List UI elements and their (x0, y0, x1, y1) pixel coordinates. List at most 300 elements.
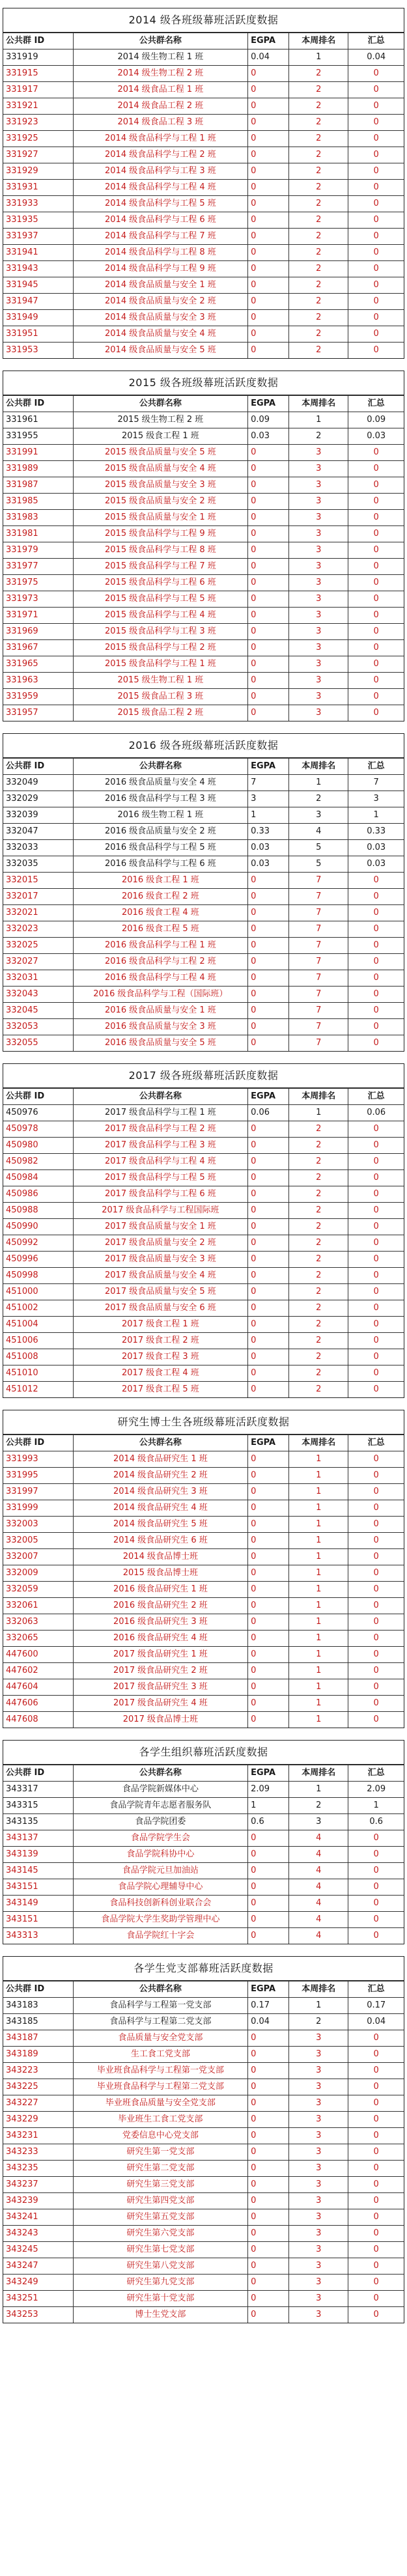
cell-total: 0 (348, 689, 404, 705)
cell-rank: 7 (289, 873, 348, 889)
header-rank: 本周排名 (289, 396, 348, 412)
cell-rank: 3 (289, 2226, 348, 2242)
table-row (3, 1451, 404, 1468)
cell-rank: 1 (289, 1517, 348, 1533)
header-id: 公共群 ID (3, 1981, 73, 1998)
cell-total: 0 (348, 1019, 404, 1035)
table-row (3, 856, 404, 873)
cell-egpa: 0.33 (248, 824, 289, 840)
header-egpa: EGPA (248, 1435, 289, 1451)
cell-name: 毕业班食品科学与工程第二党支部 (73, 2079, 247, 2095)
cell-name: 2016 级食品研究生 1 班 (73, 1582, 247, 1598)
cell-egpa: 0 (248, 477, 289, 494)
cell-rank: 4 (289, 1928, 348, 1944)
cell-rank: 3 (289, 2095, 348, 2112)
cell-total: 0 (348, 1912, 404, 1928)
header-name: 公共群名称 (73, 759, 247, 775)
cell-rank: 3 (289, 2144, 348, 2161)
cell-name: 2017 级食品质量与安全 3 班 (73, 1252, 247, 1268)
table-header-row (3, 1981, 404, 1998)
cell-id: 332049 (3, 775, 73, 791)
table-row (3, 98, 404, 115)
cell-id: 343249 (3, 2275, 73, 2291)
header-egpa: EGPA (248, 759, 289, 775)
cell-egpa: 0 (248, 1154, 289, 1170)
cell-id: 331943 (3, 261, 73, 277)
cell-egpa: 0.03 (248, 856, 289, 873)
table-row (3, 1500, 404, 1517)
cell-egpa: 1 (248, 1798, 289, 1814)
cell-total: 0 (348, 1235, 404, 1252)
cell-rank: 4 (289, 1896, 348, 1912)
cell-rank: 3 (289, 689, 348, 705)
header-id: 公共群 ID (3, 33, 73, 49)
cell-total: 0 (348, 1631, 404, 1647)
cell-total: 0 (348, 905, 404, 921)
cell-total: 0 (348, 180, 404, 196)
cell-name: 2014 级食品质量与安全 5 班 (73, 343, 247, 359)
cell-id: 343235 (3, 2161, 73, 2177)
table-row (3, 229, 404, 245)
cell-name: 2017 级食品质量与安全 1 班 (73, 1219, 247, 1235)
cell-rank: 3 (289, 2047, 348, 2063)
cell-rank: 3 (289, 1814, 348, 1830)
table-header-row (3, 1765, 404, 1782)
cell-rank: 3 (289, 2112, 348, 2128)
cell-id: 343233 (3, 2144, 73, 2161)
cell-name: 食品学院团委 (73, 1814, 247, 1830)
cell-id: 331931 (3, 180, 73, 196)
cell-egpa: 0 (248, 1565, 289, 1582)
cell-rank: 2 (289, 1235, 348, 1252)
cell-id: 331955 (3, 428, 73, 445)
cell-id: 451006 (3, 1333, 73, 1349)
cell-name: 2016 级食品科学与工程 5 班 (73, 840, 247, 856)
cell-egpa: 0 (248, 526, 289, 542)
cell-total: 0 (348, 2226, 404, 2242)
cell-egpa: 0 (248, 640, 289, 656)
cell-name: 食品学院青年志愿者服务队 (73, 1798, 247, 1814)
cell-id: 343151 (3, 1879, 73, 1896)
cell-rank: 1 (289, 1549, 348, 1565)
cell-name: 2017 级食工程 4 班 (73, 1365, 247, 1382)
cell-total: 0 (348, 2030, 404, 2047)
cell-egpa: 0.09 (248, 412, 289, 428)
cell-name: 研究生第四党支部 (73, 2193, 247, 2209)
table-row (3, 2144, 404, 2161)
cell-id: 331945 (3, 277, 73, 294)
table-row (3, 2291, 404, 2307)
cell-rank: 2 (289, 1138, 348, 1154)
cell-id: 331935 (3, 212, 73, 229)
cell-id: 343223 (3, 2063, 73, 2079)
cell-egpa: 0 (248, 2291, 289, 2307)
cell-total: 0 (348, 987, 404, 1003)
cell-total: 0 (348, 1863, 404, 1879)
cell-total: 0 (348, 1252, 404, 1268)
cell-total: 0 (348, 591, 404, 608)
table-row (3, 1019, 404, 1035)
cell-rank: 3 (289, 526, 348, 542)
cell-egpa: 0 (248, 1333, 289, 1349)
cell-rank: 4 (289, 1879, 348, 1896)
cell-id: 331961 (3, 412, 73, 428)
cell-egpa: 0 (248, 2128, 289, 2144)
cell-egpa: 0 (248, 1631, 289, 1647)
cell-rank: 2 (289, 1300, 348, 1317)
cell-name: 2015 级食品科学与工程 8 班 (73, 542, 247, 559)
cell-total: 0.04 (348, 2014, 404, 2030)
cell-rank: 1 (289, 1782, 348, 1798)
cell-name: 2015 级食品科学与工程 4 班 (73, 608, 247, 624)
cell-id: 331949 (3, 310, 73, 326)
cell-name: 2017 级食品质量与安全 4 班 (73, 1268, 247, 1284)
header-id: 公共群 ID (3, 759, 73, 775)
cell-rank: 1 (289, 1565, 348, 1582)
cell-egpa: 0.04 (248, 2014, 289, 2030)
cell-rank: 7 (289, 1019, 348, 1035)
cell-name: 2017 级食品科学与工程 1 班 (73, 1105, 247, 1121)
cell-rank: 2 (289, 277, 348, 294)
cell-name: 2017 级食品科学与工程 5 班 (73, 1170, 247, 1186)
cell-id: 332023 (3, 921, 73, 938)
table-row (3, 1798, 404, 1814)
cell-egpa: 0 (248, 1863, 289, 1879)
cell-total: 0 (348, 2291, 404, 2307)
cell-id: 331919 (3, 49, 73, 66)
cell-id: 332025 (3, 938, 73, 954)
cell-id: 332035 (3, 856, 73, 873)
cell-name: 研究生第八党支部 (73, 2258, 247, 2275)
cell-egpa: 0 (248, 245, 289, 261)
cell-rank: 3 (289, 2030, 348, 2047)
cell-rank: 3 (289, 2128, 348, 2144)
cell-total: 0 (348, 1712, 404, 1728)
cell-id: 331953 (3, 343, 73, 359)
cell-id: 331941 (3, 245, 73, 261)
cell-total: 0 (348, 705, 404, 721)
cell-egpa: 0 (248, 905, 289, 921)
cell-egpa: 0 (248, 1500, 289, 1517)
cell-name: 2017 级食工程 1 班 (73, 1317, 247, 1333)
cell-total: 0 (348, 1333, 404, 1349)
cell-rank: 1 (289, 1533, 348, 1549)
cell-id: 332039 (3, 807, 73, 824)
cell-name: 2016 级食品质量与安全 2 班 (73, 824, 247, 840)
cell-rank: 7 (289, 1035, 348, 1052)
cell-name: 2016 级食品研究生 3 班 (73, 1614, 247, 1631)
cell-total: 1 (348, 807, 404, 824)
cell-total: 0.06 (348, 1105, 404, 1121)
cell-name: 2015 级生物工程 1 班 (73, 673, 247, 689)
cell-egpa: 0 (248, 954, 289, 970)
cell-rank: 2 (289, 212, 348, 229)
cell-name: 2015 级食品科学与工程 9 班 (73, 526, 247, 542)
cell-id: 343151 (3, 1912, 73, 1928)
table-row (3, 1912, 404, 1928)
table-row (3, 1830, 404, 1847)
table-row (3, 624, 404, 640)
cell-total: 0 (348, 1679, 404, 1696)
cell-id: 331977 (3, 559, 73, 575)
cell-total: 0 (348, 921, 404, 938)
cell-id: 331971 (3, 608, 73, 624)
table-row (3, 970, 404, 987)
cell-id: 332059 (3, 1582, 73, 1598)
cell-total: 0 (348, 2079, 404, 2095)
header-total: 汇总 (348, 1089, 404, 1105)
cell-egpa: 0 (248, 1252, 289, 1268)
table-row (3, 1365, 404, 1382)
cell-total: 2.09 (348, 1782, 404, 1798)
cell-total: 0 (348, 673, 404, 689)
header-rank: 本周排名 (289, 33, 348, 49)
cell-name: 研究生第二党支部 (73, 2161, 247, 2177)
cell-name: 2015 级食品博士班 (73, 1565, 247, 1582)
table-row (3, 1235, 404, 1252)
cell-egpa: 3 (248, 791, 289, 807)
table-row (3, 412, 404, 428)
cell-id: 343139 (3, 1847, 73, 1863)
cell-name: 2016 级食品科学与工程 6 班 (73, 856, 247, 873)
cell-name: 食品学院元旦加油站 (73, 1863, 247, 1879)
cell-egpa: 0 (248, 1663, 289, 1679)
cell-egpa: 0 (248, 1830, 289, 1847)
cell-id: 331973 (3, 591, 73, 608)
table-row (3, 2095, 404, 2112)
cell-rank: 7 (289, 1003, 348, 1019)
section-title: 2017 级各班级幕班活跃度数据 (3, 1064, 404, 1088)
cell-rank: 2 (289, 147, 348, 163)
cell-id: 332005 (3, 1533, 73, 1549)
cell-total: 0 (348, 2177, 404, 2193)
cell-name: 2015 级食品科学与工程 6 班 (73, 575, 247, 591)
cell-name: 党委信息中心党支部 (73, 2128, 247, 2144)
cell-egpa: 0 (248, 1186, 289, 1203)
cell-name: 2014 级生物工程 1 班 (73, 49, 247, 66)
cell-total: 0 (348, 326, 404, 343)
cell-total: 0 (348, 2161, 404, 2177)
cell-name: 2016 级食品质量与安全 5 班 (73, 1035, 247, 1052)
cell-name: 食品质量与安全党支部 (73, 2030, 247, 2047)
cell-egpa: 0 (248, 277, 289, 294)
cell-egpa: 0 (248, 1235, 289, 1252)
cell-egpa: 0 (248, 343, 289, 359)
cell-id: 331985 (3, 494, 73, 510)
cell-total: 0 (348, 294, 404, 310)
cell-name: 2017 级食品科学与工程 4 班 (73, 1154, 247, 1170)
table-row (3, 66, 404, 82)
cell-rank: 5 (289, 856, 348, 873)
cell-id: 332065 (3, 1631, 73, 1647)
data-section (3, 1410, 404, 1728)
cell-egpa: 0 (248, 1451, 289, 1468)
cell-id: 343313 (3, 1928, 73, 1944)
cell-rank: 2 (289, 1382, 348, 1398)
cell-rank: 7 (289, 889, 348, 905)
cell-total: 0 (348, 196, 404, 212)
table-row (3, 245, 404, 261)
header-id: 公共群 ID (3, 1089, 73, 1105)
table-row (3, 2079, 404, 2095)
section-title: 2016 级各班级幕班活跃度数据 (3, 734, 404, 758)
section-title: 2015 级各班级幕班活跃度数据 (3, 371, 404, 395)
cell-egpa: 0 (248, 196, 289, 212)
cell-total: 0 (348, 1614, 404, 1631)
table-row (3, 2063, 404, 2079)
cell-id: 331967 (3, 640, 73, 656)
cell-name: 2014 级食品质量与安全 4 班 (73, 326, 247, 343)
activity-table (3, 33, 404, 358)
cell-name: 2014 级食品研究生 3 班 (73, 1484, 247, 1500)
cell-total: 0 (348, 624, 404, 640)
cell-total: 0 (348, 510, 404, 526)
cell-id: 343145 (3, 1863, 73, 1879)
header-id: 公共群 ID (3, 1765, 73, 1782)
cell-name: 2015 级食品质量与安全 5 班 (73, 445, 247, 461)
cell-name: 2016 级食品质量与安全 4 班 (73, 775, 247, 791)
section-title: 研究生博士生各班级幕班活跃度数据 (3, 1410, 404, 1435)
table-row (3, 2128, 404, 2144)
table-header-row (3, 759, 404, 775)
cell-name: 食品科学与工程第二党支部 (73, 2014, 247, 2030)
table-row (3, 1252, 404, 1268)
cell-total: 0 (348, 445, 404, 461)
cell-egpa: 0 (248, 2144, 289, 2161)
cell-egpa: 0 (248, 673, 289, 689)
table-row (3, 461, 404, 477)
cell-id: 450996 (3, 1252, 73, 1268)
cell-total: 0 (348, 889, 404, 905)
cell-id: 343245 (3, 2242, 73, 2258)
cell-name: 2014 级食品科学与工程 2 班 (73, 147, 247, 163)
cell-total: 0 (348, 1035, 404, 1052)
table-row (3, 2047, 404, 2063)
cell-rank: 2 (289, 1284, 348, 1300)
cell-total: 0 (348, 1847, 404, 1863)
cell-name: 2014 级食品质量与安全 1 班 (73, 277, 247, 294)
cell-rank: 3 (289, 510, 348, 526)
cell-name: 2014 级食品质量与安全 2 班 (73, 294, 247, 310)
cell-id: 343317 (3, 1782, 73, 1798)
cell-name: 2015 级食品工程 2 班 (73, 705, 247, 721)
cell-id: 332031 (3, 970, 73, 987)
cell-id: 450980 (3, 1138, 73, 1154)
cell-egpa: 0 (248, 1517, 289, 1533)
cell-egpa: 0 (248, 1284, 289, 1300)
cell-name: 2016 级食工程 5 班 (73, 921, 247, 938)
cell-egpa: 0 (248, 889, 289, 905)
cell-egpa: 0 (248, 1035, 289, 1052)
cell-rank: 1 (289, 1105, 348, 1121)
cell-total: 0.04 (348, 49, 404, 66)
cell-egpa: 0 (248, 2177, 289, 2193)
cell-rank: 1 (289, 1998, 348, 2014)
header-egpa: EGPA (248, 396, 289, 412)
cell-egpa: 0 (248, 656, 289, 673)
table-row (3, 1219, 404, 1235)
cell-name: 博士生党支部 (73, 2307, 247, 2323)
cell-id: 331993 (3, 1451, 73, 1468)
cell-id: 450988 (3, 1203, 73, 1219)
cell-total: 0 (348, 1533, 404, 1549)
table-row (3, 575, 404, 591)
cell-egpa: 0 (248, 2209, 289, 2226)
cell-id: 332061 (3, 1598, 73, 1614)
table-row (3, 1614, 404, 1631)
table-row (3, 2014, 404, 2030)
section-title: 各学生党支部幕班活跃度数据 (3, 1957, 404, 1981)
cell-rank: 2 (289, 196, 348, 212)
cell-total: 0 (348, 1500, 404, 1517)
cell-total: 0 (348, 954, 404, 970)
cell-total: 0 (348, 1203, 404, 1219)
cell-egpa: 0 (248, 212, 289, 229)
cell-total: 0 (348, 2047, 404, 2063)
cell-total: 0 (348, 542, 404, 559)
table-row (3, 1517, 404, 1533)
cell-total: 0 (348, 1284, 404, 1300)
cell-total: 0 (348, 1928, 404, 1944)
cell-name: 食品学院科协中心 (73, 1847, 247, 1863)
cell-id: 331989 (3, 461, 73, 477)
cell-rank: 2 (289, 326, 348, 343)
cell-egpa: 0 (248, 1365, 289, 1382)
activity-table (3, 1435, 404, 1728)
cell-id: 332029 (3, 791, 73, 807)
cell-id: 331975 (3, 575, 73, 591)
cell-rank: 1 (289, 1451, 348, 1468)
table-row (3, 1333, 404, 1349)
cell-egpa: 1 (248, 807, 289, 824)
header-egpa: EGPA (248, 1089, 289, 1105)
cell-rank: 2 (289, 1154, 348, 1170)
cell-name: 食品科学与工程第一党支部 (73, 1998, 247, 2014)
cell-rank: 2 (289, 1203, 348, 1219)
cell-total: 0 (348, 343, 404, 359)
cell-rank: 1 (289, 1598, 348, 1614)
cell-name: 2017 级食品研究生 4 班 (73, 1696, 247, 1712)
table-row (3, 987, 404, 1003)
cell-rank: 3 (289, 591, 348, 608)
cell-id: 331997 (3, 1484, 73, 1500)
cell-rank: 2 (289, 1349, 348, 1365)
cell-total: 0 (348, 2128, 404, 2144)
cell-total: 0 (348, 494, 404, 510)
table-row (3, 1998, 404, 2014)
cell-rank: 2 (289, 1121, 348, 1138)
cell-rank: 2 (289, 261, 348, 277)
table-row (3, 1468, 404, 1484)
table-row (3, 1814, 404, 1830)
cell-id: 451004 (3, 1317, 73, 1333)
table-row (3, 1300, 404, 1317)
cell-total: 0.03 (348, 856, 404, 873)
cell-id: 343251 (3, 2291, 73, 2307)
cell-name: 2017 级食品研究生 1 班 (73, 1647, 247, 1663)
cell-name: 2014 级食品研究生 1 班 (73, 1451, 247, 1468)
cell-name: 研究生第五党支部 (73, 2209, 247, 2226)
data-section (3, 371, 404, 721)
cell-name: 毕业班食品质量与安全党支部 (73, 2095, 247, 2112)
table-header-row (3, 1435, 404, 1451)
cell-rank: 1 (289, 1663, 348, 1679)
cell-name: 研究生第三党支部 (73, 2177, 247, 2193)
cell-egpa: 0.03 (248, 428, 289, 445)
table-row (3, 775, 404, 791)
cell-name: 2016 级食工程 4 班 (73, 905, 247, 921)
cell-total: 0 (348, 2063, 404, 2079)
